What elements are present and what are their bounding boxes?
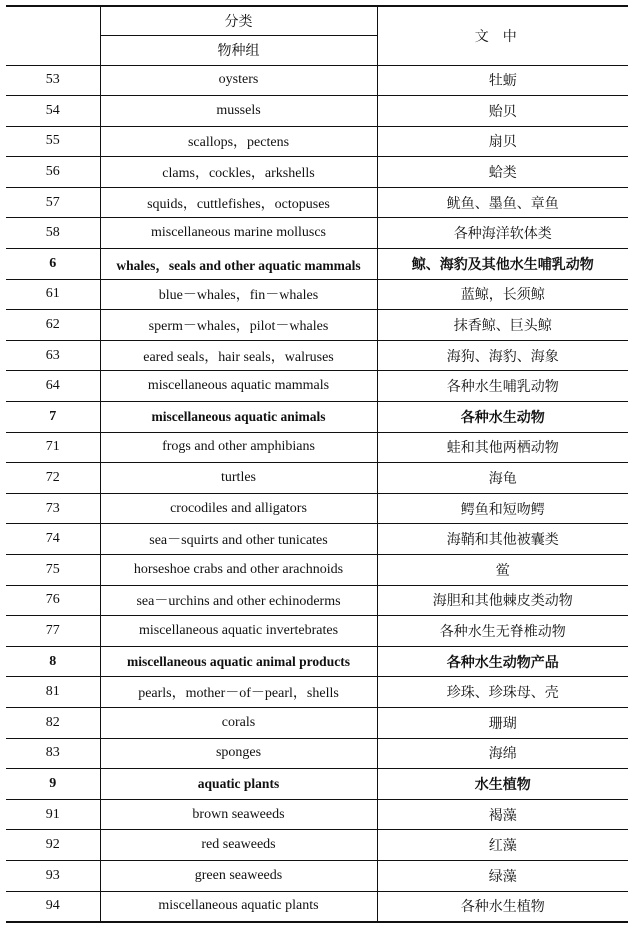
- row-code: 74: [6, 524, 100, 555]
- table-row: [6, 677, 628, 708]
- row-code: 62: [6, 310, 100, 341]
- row-english-name: scallops，pectens: [100, 126, 377, 157]
- row-code: 72: [6, 463, 100, 494]
- row-english-name: sea－urchins and other echinoderms: [100, 585, 377, 616]
- row-chinese-name: 水生植物: [377, 769, 628, 800]
- row-chinese-name: 各种海洋软体类: [377, 218, 628, 249]
- row-chinese-name: 鱿鱼、墨鱼、章鱼: [377, 187, 628, 218]
- row-chinese-name: 各种水生哺乳动物: [377, 371, 628, 402]
- table-row: [6, 432, 628, 463]
- row-code: 93: [6, 860, 100, 891]
- row-chinese-name: 鲸、海豹及其他水生哺乳动物: [377, 249, 628, 280]
- row-english-name: whales，seals and other aquatic mammals: [100, 249, 377, 280]
- header-chinese: 文中: [377, 6, 628, 65]
- row-code: 6: [6, 249, 100, 280]
- row-english-name: crocodiles and alligators: [100, 493, 377, 524]
- row-code: 61: [6, 279, 100, 310]
- table-row: [6, 707, 628, 738]
- table-row: [6, 524, 628, 555]
- table-row: [6, 157, 628, 188]
- row-code: 92: [6, 830, 100, 861]
- row-code: 54: [6, 96, 100, 127]
- row-code: 63: [6, 340, 100, 371]
- table-group-row: [6, 769, 628, 800]
- row-english-name: eared seals，hair seals，walruses: [100, 340, 377, 371]
- row-english-name: blue－whales，fin－whales: [100, 279, 377, 310]
- table-row: [6, 279, 628, 310]
- row-chinese-name: 海绵: [377, 738, 628, 769]
- table-row: [6, 585, 628, 616]
- row-english-name: miscellaneous aquatic animals: [100, 402, 377, 433]
- row-chinese-name: 珊瑚: [377, 707, 628, 738]
- row-code: 57: [6, 187, 100, 218]
- row-chinese-name: 牡蛎: [377, 65, 628, 96]
- table-header: [6, 6, 628, 65]
- row-english-name: horseshoe crabs and other arachnoids: [100, 555, 377, 586]
- table-row: [6, 493, 628, 524]
- table-row: [6, 799, 628, 830]
- table-row: [6, 65, 628, 96]
- row-english-name: turtles: [100, 463, 377, 494]
- table-group-row: [6, 249, 628, 280]
- table-row: [6, 860, 628, 891]
- row-english-name: clams，cockles，arkshells: [100, 157, 377, 188]
- table-row: [6, 555, 628, 586]
- table-row: [6, 187, 628, 218]
- species-classification-table: [6, 5, 628, 923]
- table-row: [6, 371, 628, 402]
- header-code-cell: [6, 6, 100, 65]
- table-body: [6, 65, 628, 922]
- table-row: [6, 96, 628, 127]
- row-code: 91: [6, 799, 100, 830]
- row-chinese-name: 蛙和其他两栖动物: [377, 432, 628, 463]
- row-code: 7: [6, 402, 100, 433]
- row-chinese-name: 鳄鱼和短吻鳄: [377, 493, 628, 524]
- table-row: [6, 616, 628, 647]
- row-english-name: frogs and other amphibians: [100, 432, 377, 463]
- row-chinese-name: 珍珠、珍珠母、壳: [377, 677, 628, 708]
- row-code: 58: [6, 218, 100, 249]
- row-code: 76: [6, 585, 100, 616]
- row-chinese-name: 绿藻: [377, 860, 628, 891]
- table-row: [6, 891, 628, 922]
- row-chinese-name: 各种水生植物: [377, 891, 628, 922]
- row-chinese-name: 各种水生动物产品: [377, 646, 628, 677]
- row-chinese-name: 贻贝: [377, 96, 628, 127]
- row-code: 71: [6, 432, 100, 463]
- row-code: 77: [6, 616, 100, 647]
- table-row: [6, 738, 628, 769]
- row-english-name: brown seaweeds: [100, 799, 377, 830]
- table-row: [6, 310, 628, 341]
- row-code: 9: [6, 769, 100, 800]
- row-chinese-name: 各种水生无脊椎动物: [377, 616, 628, 647]
- row-chinese-name: 各种水生动物: [377, 402, 628, 433]
- row-chinese-name: 蓝鲸，长须鲸: [377, 279, 628, 310]
- row-chinese-name: 海狗、海豹、海象: [377, 340, 628, 371]
- row-code: 82: [6, 707, 100, 738]
- row-chinese-name: 褐藻: [377, 799, 628, 830]
- table-group-row: [6, 402, 628, 433]
- row-english-name: squids，cuttlefishes，octopuses: [100, 187, 377, 218]
- row-code: 94: [6, 891, 100, 922]
- row-code: 83: [6, 738, 100, 769]
- row-code: 64: [6, 371, 100, 402]
- table-group-row: [6, 646, 628, 677]
- row-chinese-name: 蛤类: [377, 157, 628, 188]
- row-code: 53: [6, 65, 100, 96]
- row-english-name: oysters: [100, 65, 377, 96]
- row-english-name: miscellaneous aquatic mammals: [100, 371, 377, 402]
- row-english-name: miscellaneous aquatic invertebrates: [100, 616, 377, 647]
- row-chinese-name: 扇贝: [377, 126, 628, 157]
- table-row: [6, 463, 628, 494]
- row-code: 8: [6, 646, 100, 677]
- header-species-group: 物种组: [100, 35, 377, 65]
- header-category: 分类: [100, 6, 377, 35]
- row-english-name: sea－squirts and other tunicates: [100, 524, 377, 555]
- table-row: [6, 830, 628, 861]
- row-english-name: miscellaneous aquatic animal products: [100, 646, 377, 677]
- row-code: 55: [6, 126, 100, 157]
- row-chinese-name: 红藻: [377, 830, 628, 861]
- row-chinese-name: 鲎: [377, 555, 628, 586]
- row-code: 75: [6, 555, 100, 586]
- row-chinese-name: 抹香鲸、巨头鲸: [377, 310, 628, 341]
- row-code: 81: [6, 677, 100, 708]
- row-english-name: sponges: [100, 738, 377, 769]
- row-chinese-name: 海龟: [377, 463, 628, 494]
- row-english-name: red seaweeds: [100, 830, 377, 861]
- table-row: [6, 340, 628, 371]
- row-english-name: corals: [100, 707, 377, 738]
- row-english-name: miscellaneous marine molluscs: [100, 218, 377, 249]
- table-row: [6, 126, 628, 157]
- row-english-name: aquatic plants: [100, 769, 377, 800]
- row-english-name: mussels: [100, 96, 377, 127]
- table-row: [6, 218, 628, 249]
- row-code: 56: [6, 157, 100, 188]
- row-english-name: sperm－whales，pilot－whales: [100, 310, 377, 341]
- row-english-name: pearls，mother－of－pearl，shells: [100, 677, 377, 708]
- row-english-name: green seaweeds: [100, 860, 377, 891]
- row-english-name: miscellaneous aquatic plants: [100, 891, 377, 922]
- row-chinese-name: 海鞘和其他被囊类: [377, 524, 628, 555]
- row-chinese-name: 海胆和其他棘皮类动物: [377, 585, 628, 616]
- row-code: 73: [6, 493, 100, 524]
